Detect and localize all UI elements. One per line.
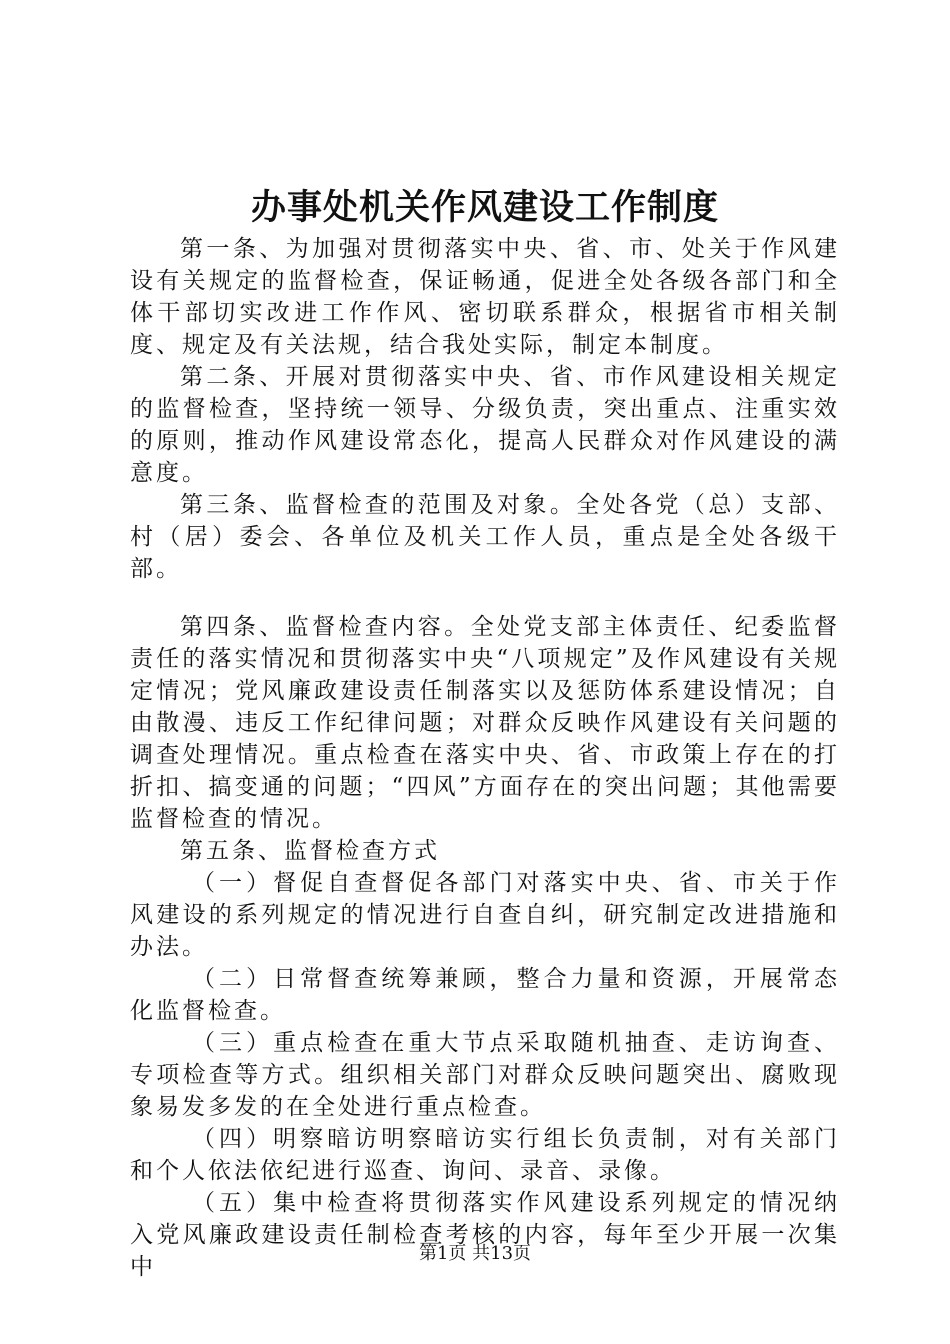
method-4: （四）明察暗访明察暗访实行组长负责制，对有关部门和个人依法依纪进行巡查、询问、录音、录像。 (130, 1126, 840, 1184)
document-title: 办事处机关作风建设工作制度 (250, 187, 719, 228)
method-2: （二）日常督查统筹兼顾，整合力量和资源，开展常态化监督检查。 (130, 966, 840, 1024)
method-5: （五）集中检查将贯彻落实作风建设系列规定的情况纳入党风廉政建设责任制检查考核的内容，每年至少开展一次集中 (130, 1190, 840, 1280)
article-1: 第一条、为加强对贯彻落实中央、省、市、处关于作风建设有关规定的监督检查，保证畅通，促进全处各级各部门和全体干部切实改进工作作风、密切联系群众，根据省市相关制度、规定及有关法规，结合我处实际，制定本制度。 (130, 236, 840, 358)
article-2: 第二条、开展对贯彻落实中央、省、市作风建设相关规定的监督检查，坚持统一领导、分级负责，突出重点、注重实效的原则，推动作风建设常态化，提高人民群众对作风建设的满意度。 (130, 364, 840, 486)
article-3: 第三条、监督检查的范围及对象。全处各党（总）支部、村（居）委会、各单位及机关工作人员，重点是全处各级干部。 (130, 492, 840, 582)
page-number-footer: 第1页 共13页 (418, 1243, 532, 1264)
paragraph-gap (130, 585, 840, 611)
article-4: 第四条、监督检查内容。全处党支部主体责任、纪委监督责任的落实情况和贯彻落实中央“八项规定”及作风建设有关规定情况；党风廉政建设责任制落实以及惩防体系建设情况；自由散漫、违反工作纪律问题；对群众反映作风建设有关问题的调查处理情况。重点检查在落实中央、省、市政策上存在的打折扣、搞变通的问题；“四风”方面存在的突出问题；其他需要监督检查的情况。 (130, 614, 840, 832)
document-body (130, 183, 840, 1283)
article-5-heading: 第五条、监督检查方式 (180, 838, 440, 864)
method-3: （三）重点检查在重大节点采取随机抽查、走访询查、专项检查等方式。组织相关部门对群众反映问题突出、腐败现象易发多发的在全处进行重点检查。 (130, 1030, 840, 1120)
method-1: （一）督促自查督促各部门对落实中央、省、市关于作风建设的系列规定的情况进行自查自纠，研究制定改进措施和办法。 (130, 870, 840, 960)
